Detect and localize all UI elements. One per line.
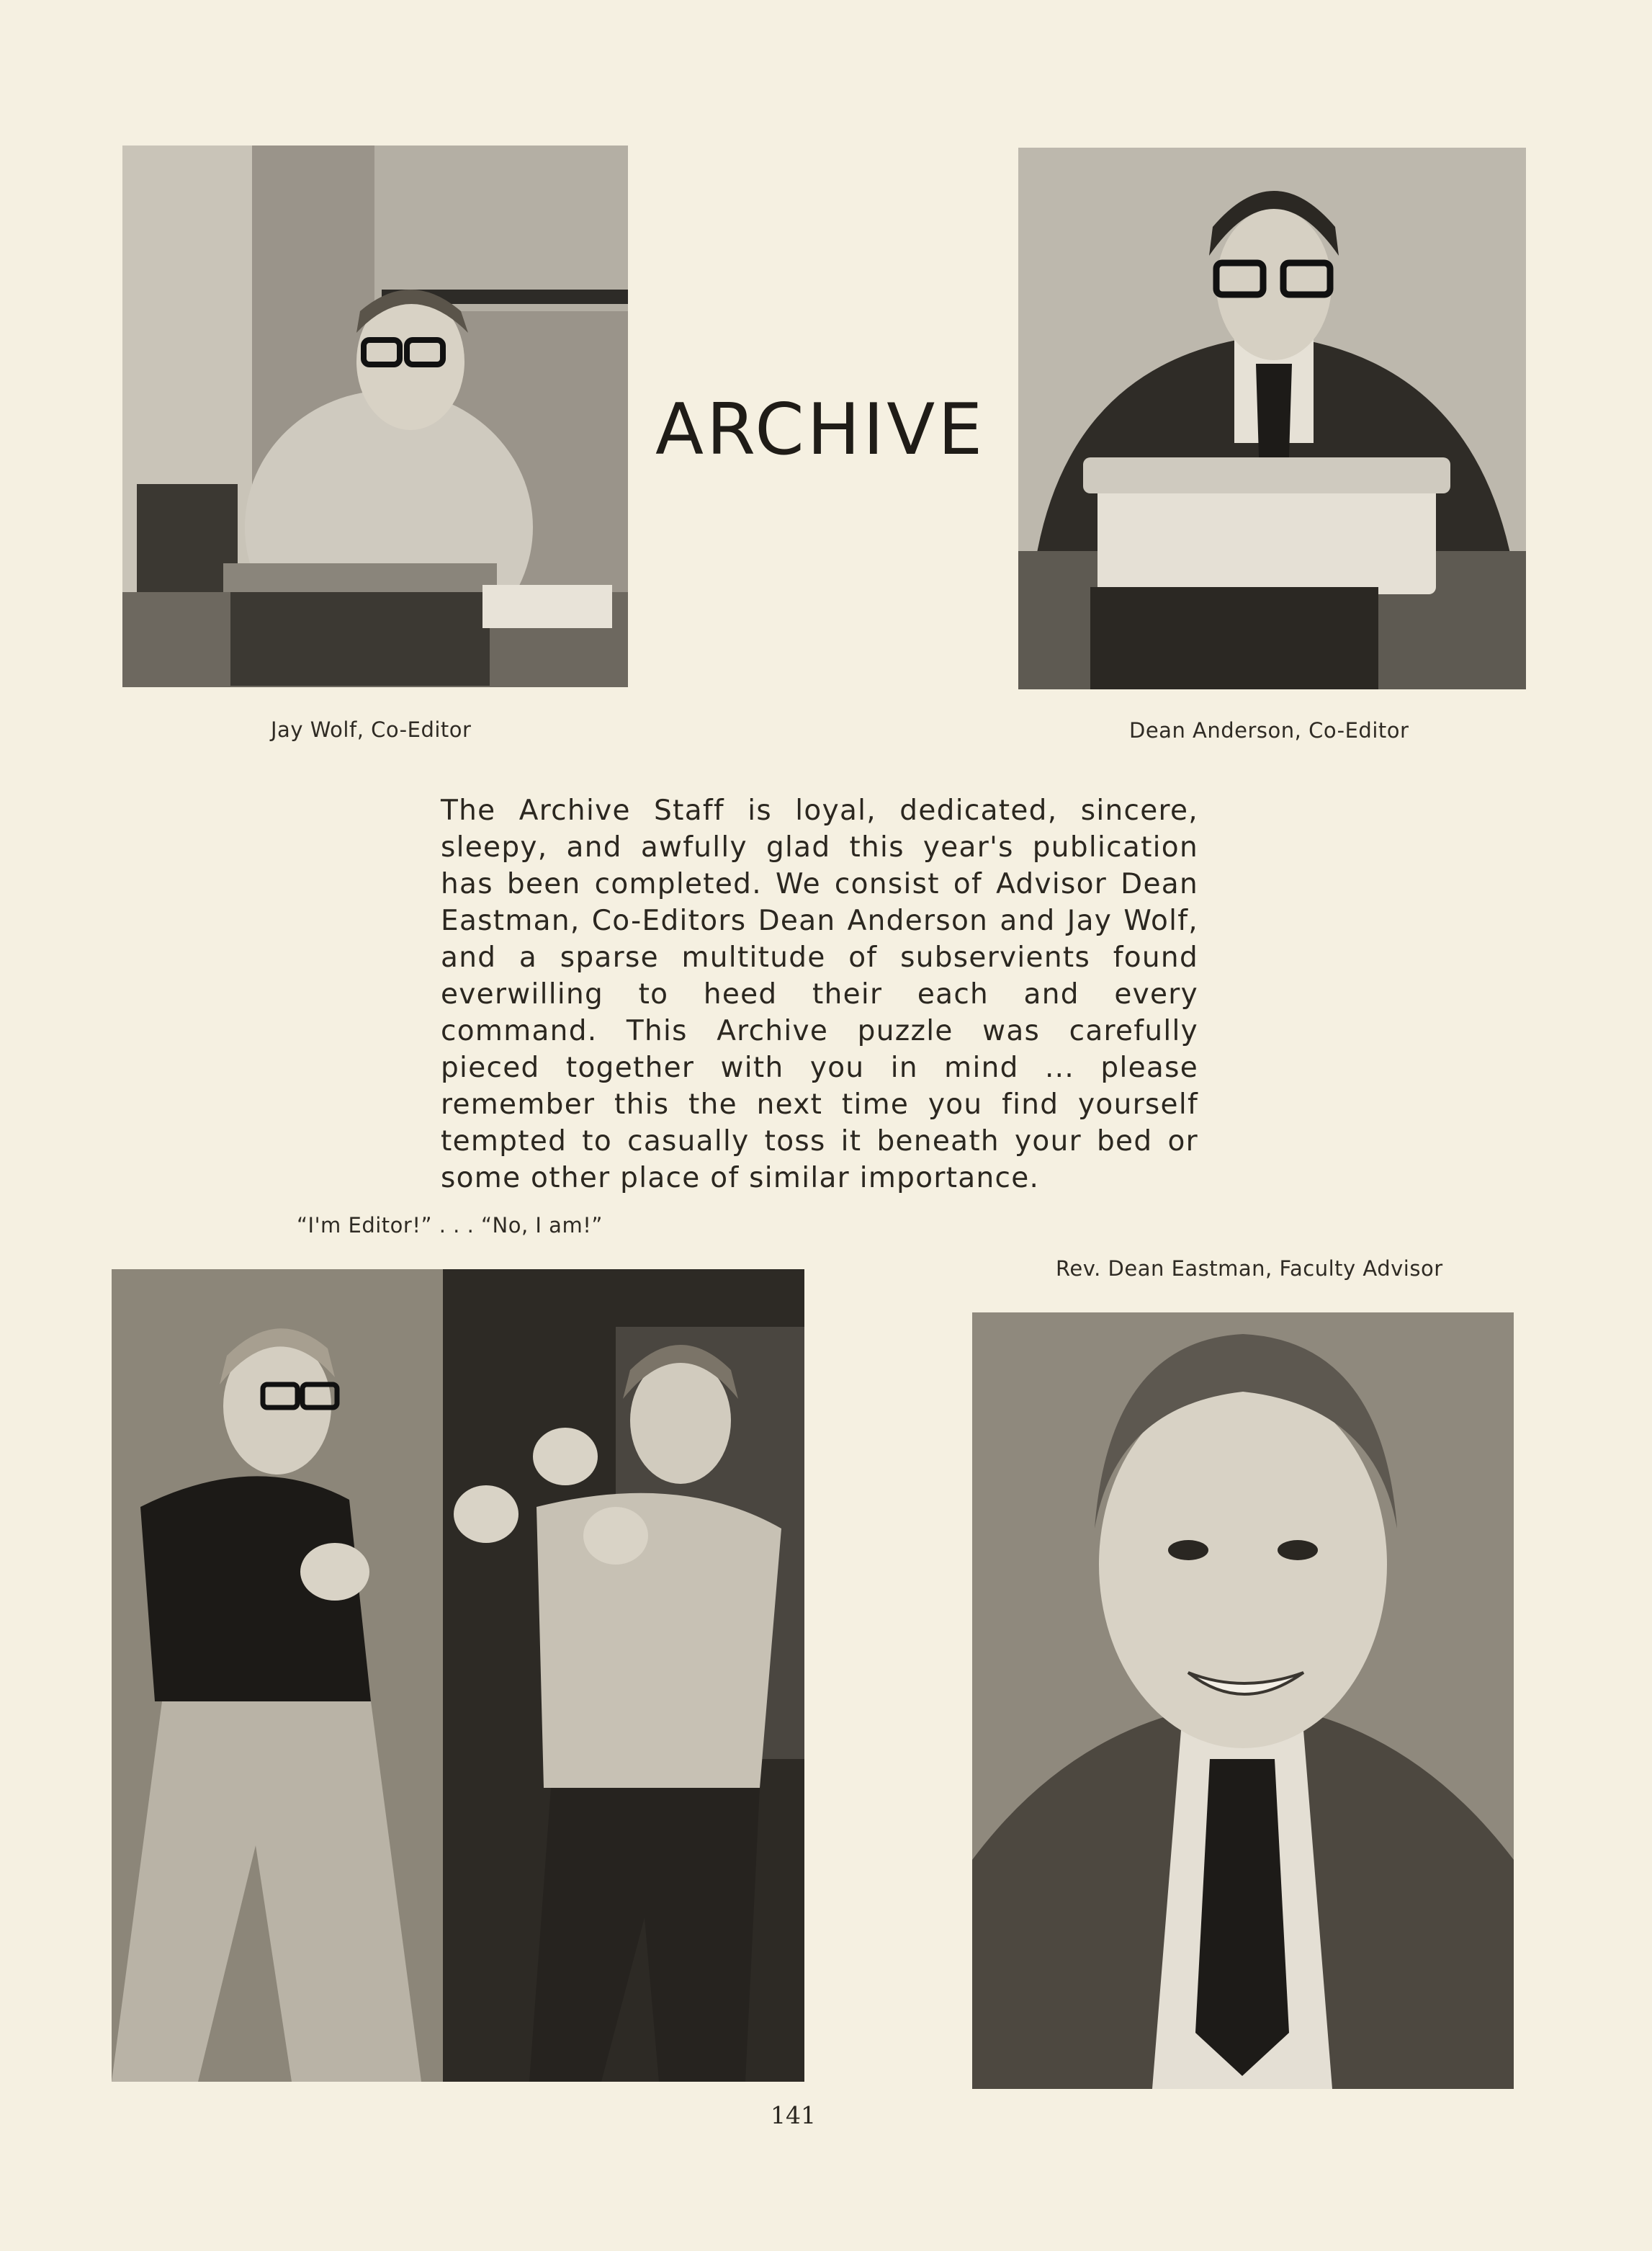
caption-boxing: “I'm Editor!” . . . “No, I am!” [297, 1213, 603, 1238]
page-number: 141 [771, 2101, 816, 2129]
caption-jay-wolf: Jay Wolf, Co-Editor [271, 717, 472, 742]
photo-dean-anderson [1018, 148, 1526, 689]
photo-eastman [972, 1312, 1514, 2089]
body-paragraph: The Archive Staff is loyal, dedicated, sincere, sleepy, and awfully glad this year's publication has been completed. We consist of Advisor Dean Eastman, Co-Editors Dean Anderson and Jay Wolf, and a sparse multitude of subservients found everwilling to heed their each and every command. This Archive puzzle was carefully pieced together with you in mind ... please remember this the next time you find yourself tempted to casually toss it beneath your bed or some other place of similar importance. [441, 795, 1198, 1194]
caption-dean-anderson: Dean Anderson, Co-Editor [1129, 718, 1409, 743]
photo-boxing [112, 1269, 804, 2082]
photo-jay-wolf [122, 146, 628, 687]
caption-eastman: Rev. Dean Eastman, Faculty Advisor [1056, 1256, 1443, 1281]
page-title: ARCHIVE [655, 389, 986, 471]
